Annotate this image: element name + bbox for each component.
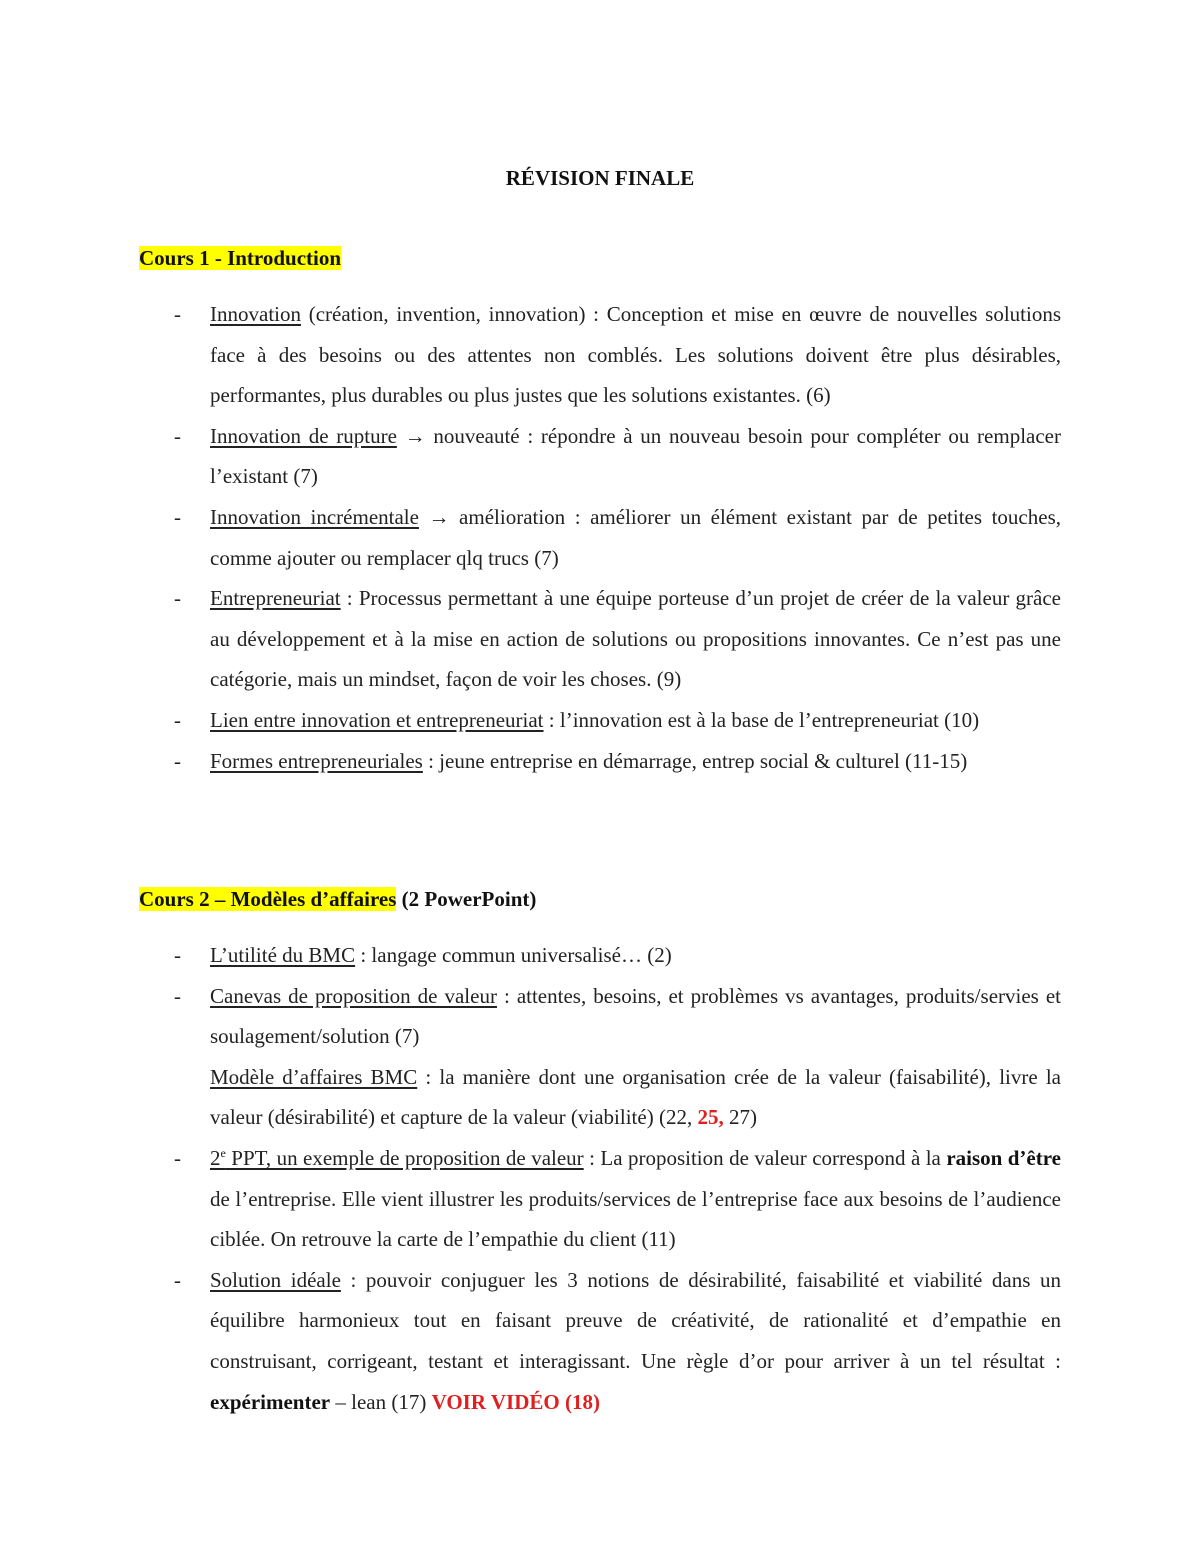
bullet-dash: - bbox=[174, 423, 181, 448]
bold-phrase: raison d’être bbox=[946, 1145, 1062, 1170]
section-heading-cours-1 bbox=[139, 244, 341, 272]
item-text: : la manière dont une organisation crée de la valeur (faisabilité), livre la valeur (désirabilité) et capture de la valeur (viabilité) (22, bbox=[210, 1064, 1061, 1130]
list-item bbox=[0, 294, 1061, 416]
bullet-dash: - bbox=[174, 983, 181, 1008]
section-heading-cours-2 bbox=[139, 885, 536, 913]
item-term: Canevas de proposition de valeur bbox=[210, 983, 497, 1008]
cours-2-list bbox=[0, 935, 1200, 1422]
item-text: → amélioration : améliorer un élément existant par de petites touches, comme ajouter ou remplacer qlq trucs (7) bbox=[210, 504, 1061, 570]
ppt-term: PPT, un exemple de proposition de valeur bbox=[225, 1145, 584, 1170]
item-text: : attentes, besoins, et problèmes vs avantages, produits/servies et soulagement/solution (7) bbox=[210, 983, 1061, 1049]
item-text: : l’innovation est à la base de l’entrepreneuriat (10) bbox=[543, 707, 980, 732]
item-term: Formes entrepreneuriales bbox=[210, 748, 423, 773]
item-text: → nouveauté : répondre à un nouveau besoin pour compléter ou remplacer l’existant (7) bbox=[210, 423, 1061, 489]
list-item bbox=[0, 497, 1061, 578]
item-term: Solution idéale bbox=[210, 1267, 341, 1292]
bullet-dash: - bbox=[174, 504, 181, 529]
list-item bbox=[0, 578, 1061, 700]
item-term: Innovation de rupture bbox=[210, 423, 397, 448]
list-item bbox=[0, 976, 1061, 1057]
item-text: : Processus permettant à une équipe porteuse d’un projet de créer de la valeur grâce au développement et à la mise en action de solutions ou propositions innovantes. Ce n’est pas une catégorie, mais un mindset, façon de voir les choses. (9) bbox=[210, 586, 1061, 692]
heading-highlight: Cours 2 – Modèles d’affaires bbox=[139, 887, 397, 911]
page-title: RÉVISION FINALE bbox=[505, 166, 695, 190]
item-text: : langage commun universalisé… (2) bbox=[355, 943, 672, 967]
bullet-dash: - bbox=[174, 1267, 181, 1292]
bullet-dash: - bbox=[174, 748, 181, 773]
item-text: – lean (17) bbox=[330, 1389, 432, 1414]
item-text: (création, invention, innovation) : Conception et mise en œuvre de nouvelles solutions face à des besoins ou des attentes non comblés. Les solutions doivent être plus désirables, performantes, plus durables ou plus justes que les solutions existantes. (6) bbox=[210, 302, 1061, 408]
item-text: de l’entreprise. Elle vient illustrer les produits/services de l’entreprise face aux besoins de l’audience ciblée. On retrouve la carte de l’empathie du client (11) bbox=[210, 1186, 1061, 1252]
cours-1-list bbox=[0, 294, 1200, 781]
item-text: : La proposition de valeur correspond à la bbox=[583, 1145, 947, 1170]
item-term: Modèle d’affaires BMC bbox=[210, 1064, 418, 1089]
heading-highlight: Cours 1 - Introduction bbox=[139, 246, 342, 270]
list-item bbox=[0, 700, 1061, 741]
bullet-dash: - bbox=[174, 943, 181, 967]
list-item bbox=[0, 1260, 1061, 1422]
item-term: L’utilité du BMC bbox=[210, 943, 356, 967]
item-text: : jeune entreprise en démarrage, entrep social & culturel (11-15) bbox=[422, 748, 968, 773]
highlighted-page-ref: 25, bbox=[697, 1105, 724, 1130]
list-item bbox=[0, 1138, 1061, 1260]
heading-suffix: (2 PowerPoint) bbox=[396, 887, 537, 911]
bullet-dash: - bbox=[174, 707, 181, 732]
bullet-dash: - bbox=[174, 1145, 181, 1170]
bullet-dash: - bbox=[174, 302, 181, 326]
bullet-dash: - bbox=[174, 586, 181, 611]
list-item bbox=[0, 416, 1061, 497]
item-term bbox=[210, 1146, 584, 1170]
item-text-end: 27) bbox=[723, 1105, 757, 1130]
item-term: Entrepreneuriat bbox=[210, 586, 341, 611]
list-item bbox=[0, 741, 1061, 782]
item-text: : pouvoir conjuguer les 3 notions de désirabilité, faisabilité et viabilité dans un équilibre harmonieux tout en faisant preuve de créativité, de rationalité et d’empathie en construisant, corrigeant, testant et interagissant. Une règle d’or pour arriver à un tel résultat : bbox=[210, 1267, 1061, 1373]
item-term: Innovation incrémentale bbox=[210, 504, 419, 529]
item-term: Lien entre innovation et entrepreneuriat bbox=[210, 707, 544, 732]
ppt-superscript: e bbox=[220, 1145, 226, 1160]
ppt-number: 2 bbox=[210, 1145, 221, 1170]
red-callout: VOIR VIDÉO (18) bbox=[431, 1389, 600, 1414]
list-item bbox=[0, 935, 1061, 976]
item-term: Innovation bbox=[210, 302, 301, 326]
bold-phrase: expérimenter bbox=[210, 1389, 331, 1414]
list-item-continuation bbox=[0, 1057, 1061, 1138]
